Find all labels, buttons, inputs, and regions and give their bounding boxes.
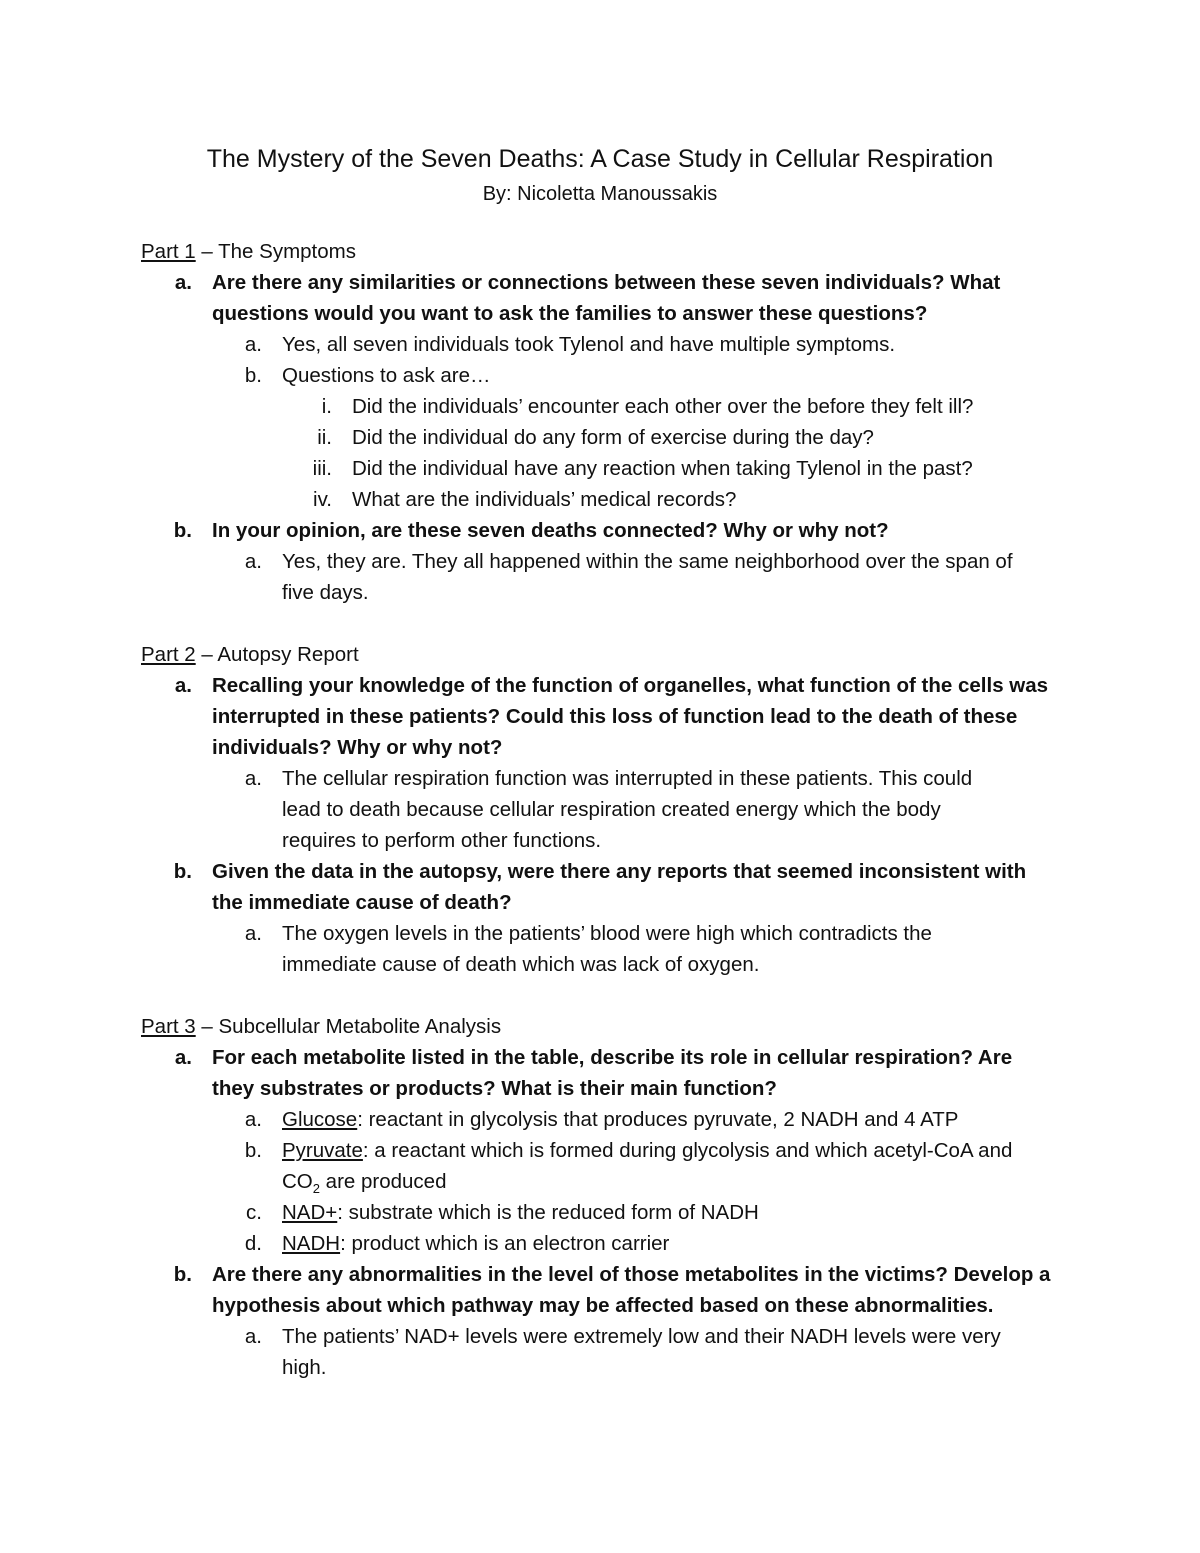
part1-question-b: In your opinion, are these seven deaths connected? Why or why not? [212,519,889,542]
part2-label: Part 2 [141,643,196,666]
part2-answer-a-marker: a. [244,767,262,790]
part2-heading [141,641,359,669]
part3-pyruvate-item [282,1137,1012,1165]
pyruvate-term: Pyruvate [282,1139,363,1162]
part3-pyruvate-line2 [282,1168,447,1203]
part3-question-b-marker: b. [173,1263,192,1286]
part1-heading [141,238,356,266]
nadh-description: : product which is an electron carrier [340,1232,670,1255]
co2-text: CO [282,1170,313,1193]
pyruvate-description: : a reactant which is formed during glycolysis and which acetyl-CoA and [362,1139,1013,1162]
part3-question-a-marker: a. [174,1046,192,1069]
part1-roman-ii: Did the individual do any form of exercise during the day? [352,426,874,449]
part1-question-b-answer-marker: a. [244,550,262,573]
part3-question-a-line2: they substrates or products? What is their main function? [212,1077,777,1100]
part2-question-b-marker: b. [173,860,192,883]
part2-question-a-marker: a. [174,674,192,697]
pyruvate-line2-text: are produced [319,1170,447,1193]
part2-question-a-line3: individuals? Why or why not? [212,736,503,759]
part2-answer-a-line2: lead to death because cellular respiration created energy which the body [282,798,941,821]
part2-answer-a-line1: The cellular respiration function was interrupted in these patients. This could [282,767,973,790]
part3-nadplus-marker: c. [246,1201,262,1224]
part2-heading-text: – Autopsy Report [195,643,359,666]
part1-question-b-marker: b. [173,519,192,542]
nadplus-term: NAD+ [282,1201,338,1224]
part2-answer-b-line2: immediate cause of death which was lack of oxygen. [282,953,760,976]
document-title: The Mystery of the Seven Deaths: A Case Study in Cellular Respiration [206,145,994,173]
part1-roman-ii-marker: ii. [317,426,332,449]
part3-question-b-line1: Are there any abnormalities in the level of those metabolites in the victims? Develop a [212,1263,1051,1286]
part1-answer-a: Yes, all seven individuals took Tylenol and have multiple symptoms. [282,333,896,356]
nadplus-description: : substrate which is the reduced form of NADH [337,1201,759,1224]
part2-answer-b-marker: a. [244,922,262,945]
part3-answer-b-marker: a. [244,1325,262,1348]
part3-label: Part 3 [141,1015,196,1038]
part1-question-a-line2: questions would you want to ask the families to answer these questions? [212,302,928,325]
part3-nadplus-item [282,1199,759,1227]
part3-answer-b-line1: The patients’ NAD+ levels were extremely low and their NADH levels were very [282,1325,1001,1348]
part1-question-a-marker: a. [174,271,192,294]
part1-roman-iii: Did the individual have any reaction when taking Tylenol in the past? [352,457,973,480]
glucose-description: : reactant in glycolysis that produces pyruvate, 2 NADH and 4 ATP [357,1108,959,1131]
part1-roman-iv: What are the individuals’ medical records? [352,488,737,511]
part1-answer-b-marker: b. [244,364,262,387]
part1-question-b-answer-line1: Yes, they are. They all happened within the same neighborhood over the span of [282,550,1013,573]
part1-roman-i-marker: i. [321,395,332,418]
part1-roman-iii-marker: iii. [312,457,332,480]
part3-nadh-item [282,1230,669,1258]
part3-nadh-marker: d. [244,1232,262,1255]
part3-pyruvate-marker: b. [244,1139,262,1162]
part3-heading-text: – Subcellular Metabolite Analysis [195,1015,502,1038]
part1-answer-b: Questions to ask are… [282,364,491,387]
part3-question-a-line1: For each metabolite listed in the table, describe its role in cellular respiration? Are [212,1046,1013,1069]
part2-answer-b-line1: The oxygen levels in the patients’ blood were high which contradicts the [282,922,932,945]
part2-answer-a-line3: requires to perform other functions. [282,829,602,852]
part1-question-a-line1: Are there any similarities or connections between these seven individuals? What [212,271,1001,294]
document-author: By: Nicoletta Manoussakis [482,183,718,205]
glucose-term: Glucose [282,1108,358,1131]
part1-roman-iv-marker: iv. [313,488,332,511]
part2-question-b-line2: the immediate cause of death? [212,891,512,914]
part3-answer-b-line2: high. [282,1356,327,1379]
part3-glucose-item [282,1106,958,1134]
part2-question-b-line1: Given the data in the autopsy, were there any reports that seemed inconsistent with [212,860,1027,883]
part3-question-b-line2: hypothesis about which pathway may be affected based on these abnormalities. [212,1294,994,1317]
part1-answer-a-marker: a. [244,333,262,356]
part1-heading-text: – The Symptoms [195,240,356,263]
part1-roman-i: Did the individuals’ encounter each other over the before they felt ill? [352,395,974,418]
part1-question-b-answer-line2: five days. [282,581,369,604]
part2-question-a-line2: interrupted in these patients? Could this loss of function lead to the death of these [212,705,1018,728]
nadh-term: NADH [282,1232,341,1255]
part2-question-a-line1: Recalling your knowledge of the function of organelles, what function of the cells was [212,674,1049,697]
co2-subscript: 2 [312,1181,320,1197]
part1-label: Part 1 [141,240,196,263]
part3-glucose-marker: a. [244,1108,262,1131]
part3-heading [141,1013,501,1041]
